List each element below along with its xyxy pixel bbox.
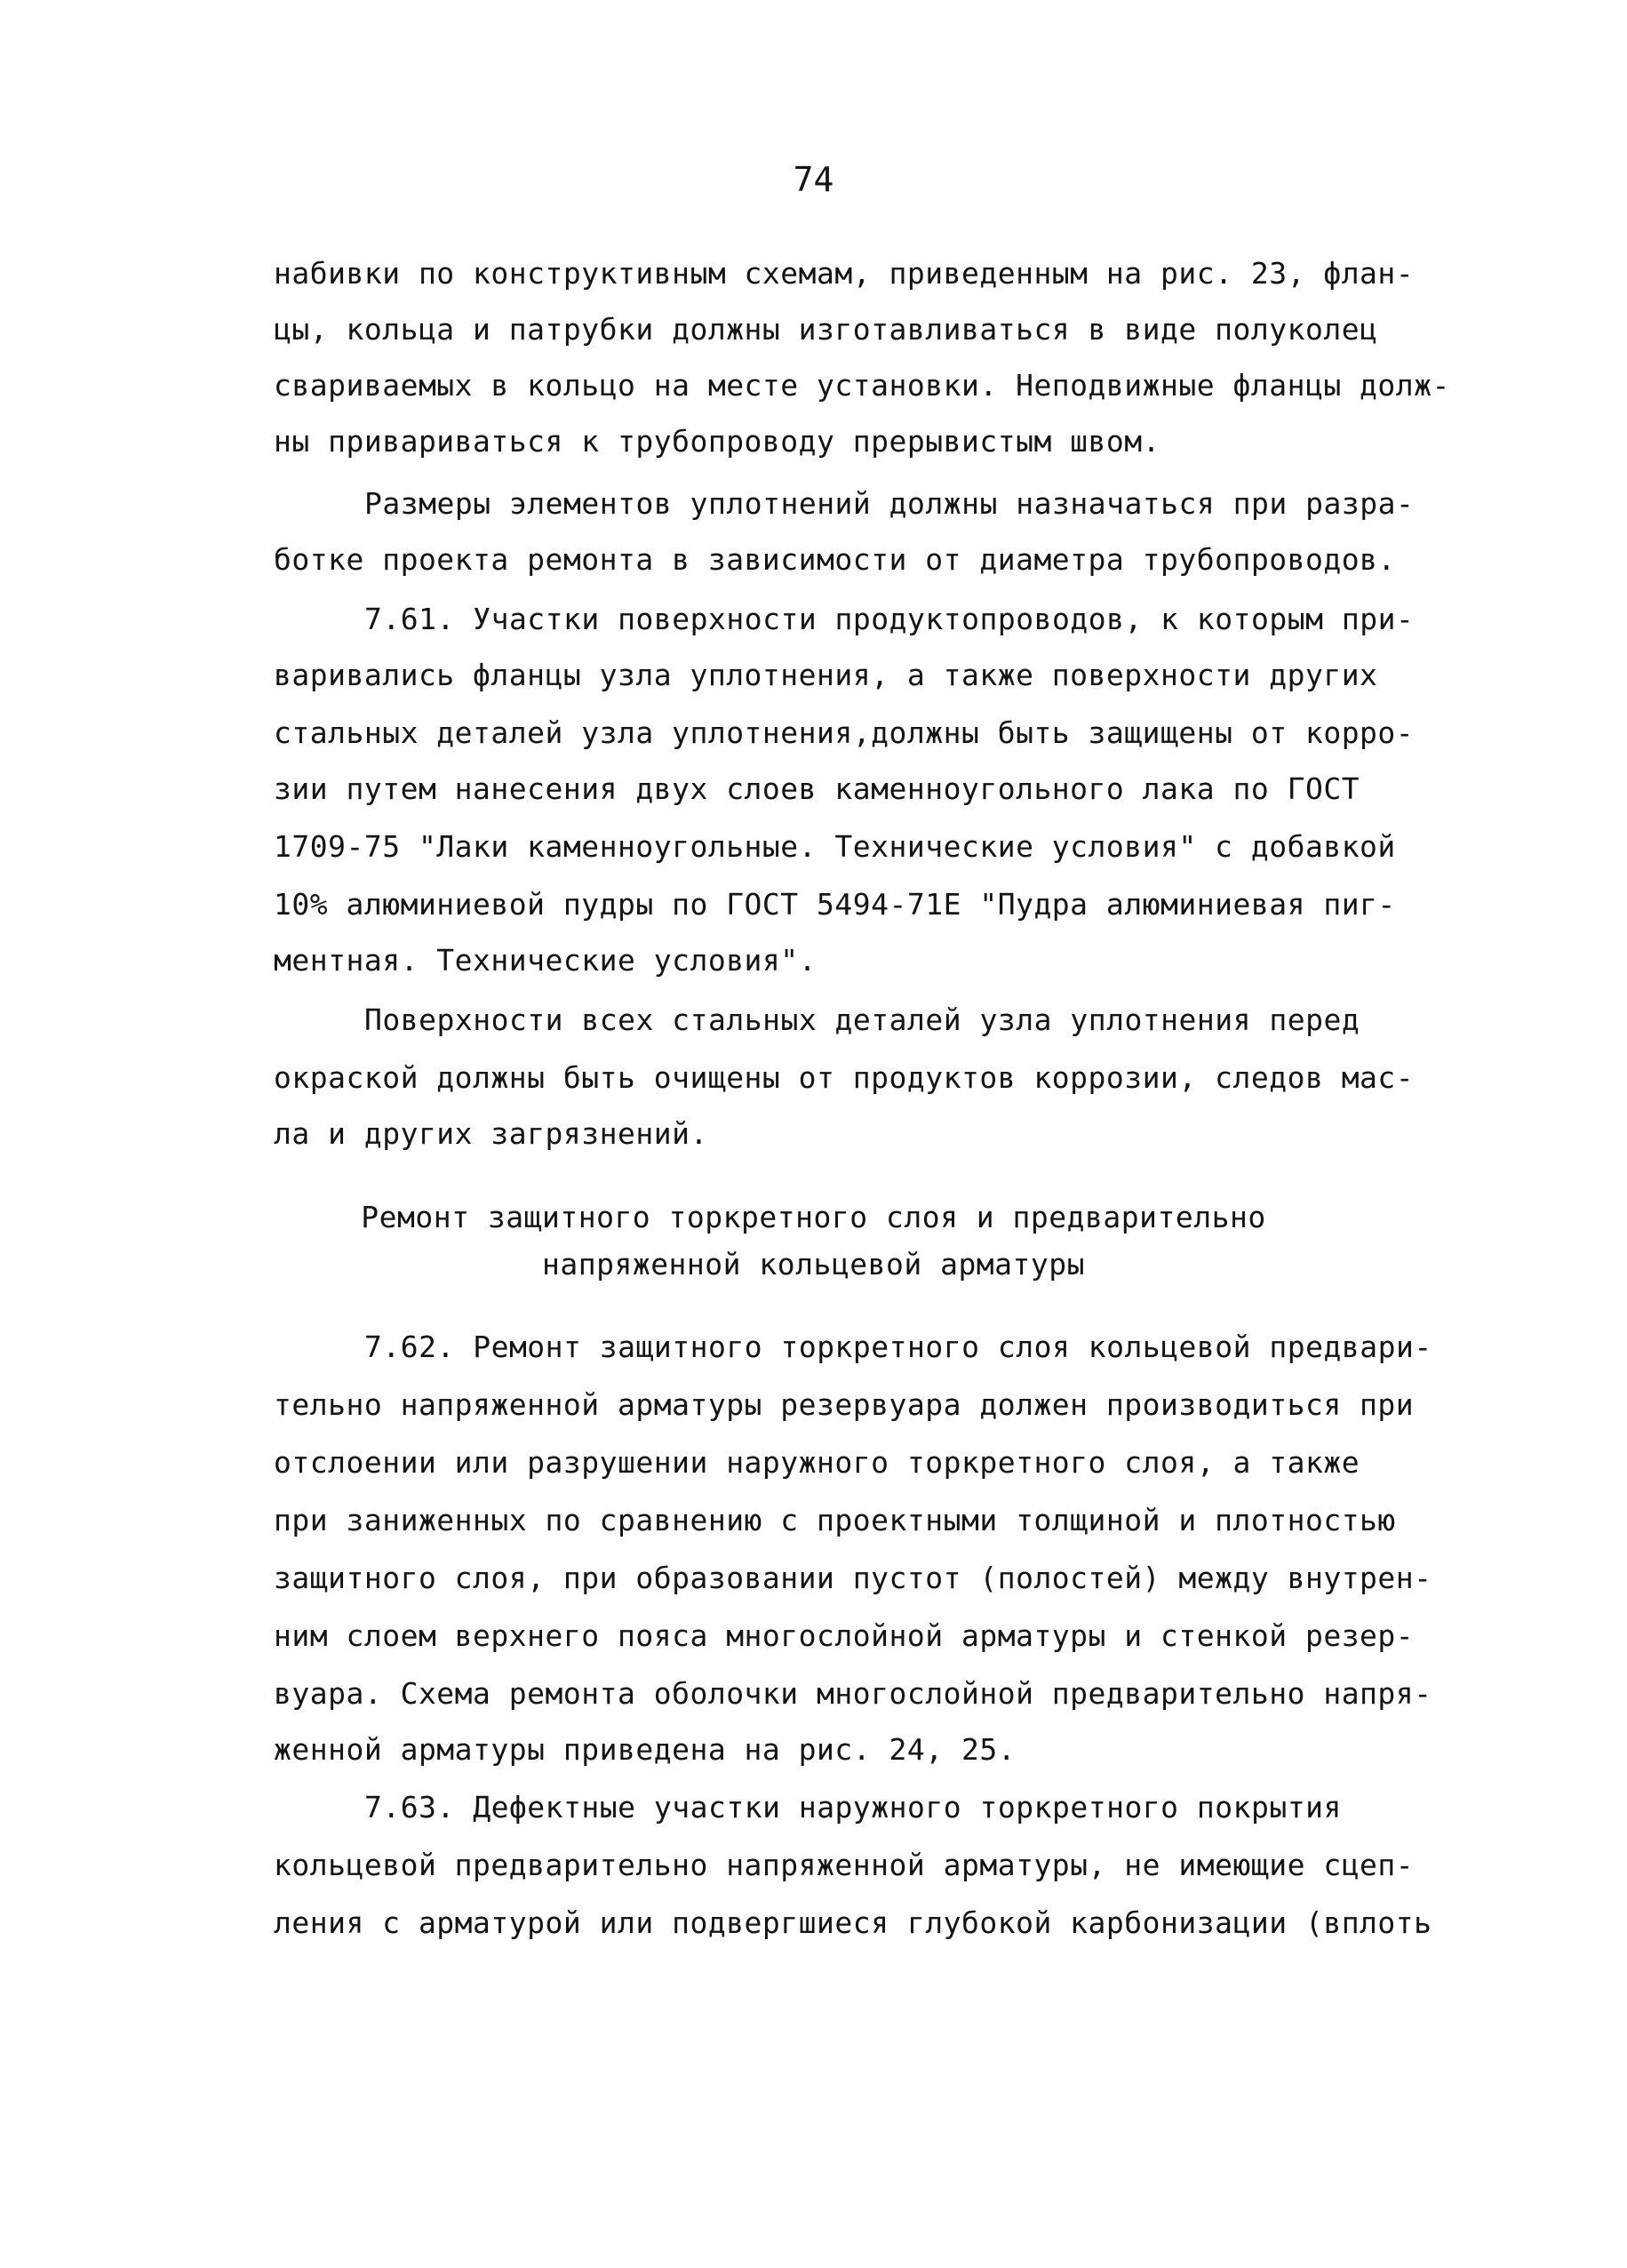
text-line: вуара. Схема ремонта оболочки многослойной предварительно напря-	[274, 1676, 1432, 1711]
text-line: окраской должны быть очищены от продуктов коррозии, следов мас-	[274, 1060, 1415, 1095]
text-line: 10% алюминиевой пудры по ГОСТ 5494-71Е "Пудра алюминиевая пиг-	[274, 887, 1396, 922]
text-line: 7.62. Ремонт защитного торкретного слоя кольцевой предвари-	[364, 1330, 1432, 1364]
section-heading-line: напряженной кольцевой арматуры	[541, 1247, 1086, 1282]
text-line: свариваемых в кольцо на месте установки. Неподвижные фланцы долж-	[274, 368, 1450, 403]
page-number: 74	[793, 160, 834, 199]
text-line: набивки по конструктивным схемам, приведенным на рис. 23, флан-	[274, 256, 1415, 291]
text-line: защитного слоя, при образовании пустот (полостей) между внутрен-	[274, 1561, 1432, 1595]
text-line: цы, кольца и патрубки должны изготавливаться в виде полуколец	[274, 312, 1378, 347]
text-line: женной арматуры приведена на рис. 24, 25.	[274, 1732, 1017, 1767]
section-heading-line: Ремонт защитного торкретного слоя и предварительно	[361, 1200, 1266, 1234]
text-line: отслоении или разрушении наружного торкретного слоя, а также	[274, 1445, 1360, 1480]
text-line: зии путем нанесения двух слоев каменноугольного лака по ГОСТ	[274, 771, 1360, 806]
text-line: 7.63. Дефектные участки наружного торкретного покрытия	[364, 1790, 1342, 1825]
text-line: 1709-75 "Лаки каменноугольные. Технические условия" с добавкой	[274, 829, 1396, 864]
text-line: варивались фланцы узла уплотнения, а также поверхности других	[274, 658, 1378, 692]
text-line: ны привариваться к трубопроводу прерывистым швом.	[274, 424, 1161, 459]
text-line: Размеры элементов уплотнений должны назначаться при разра-	[364, 486, 1415, 521]
text-line: при заниженных по сравнению с проектными толщиной и плотностью	[274, 1503, 1396, 1537]
text-line: Поверхности всех стальных деталей узла уплотнения перед	[364, 1002, 1360, 1037]
text-line: ментная. Технические условия".	[274, 943, 817, 978]
text-line: стальных деталей узла уплотнения,должны быть защищены от корро-	[274, 715, 1415, 750]
text-line: 7.61. Участки поверхности продуктопроводов, к которым при-	[364, 602, 1415, 636]
text-line: тельно напряженной арматуры резервуара должен производиться при	[274, 1387, 1415, 1422]
text-line: ботке проекта ремонта в зависимости от диаметра трубопроводов.	[274, 542, 1396, 577]
text-line: ления с арматурой или подвергшиеся глубокой карбонизации (вплоть	[274, 1905, 1432, 1940]
text-line: ла и других загрязнений.	[274, 1116, 708, 1151]
text-line: ним слоем верхнего пояса многослойной арматуры и стенкой резер-	[274, 1618, 1415, 1653]
text-line: кольцевой предварительно напряженной арматуры, не имеющие сцеп-	[274, 1848, 1415, 1882]
